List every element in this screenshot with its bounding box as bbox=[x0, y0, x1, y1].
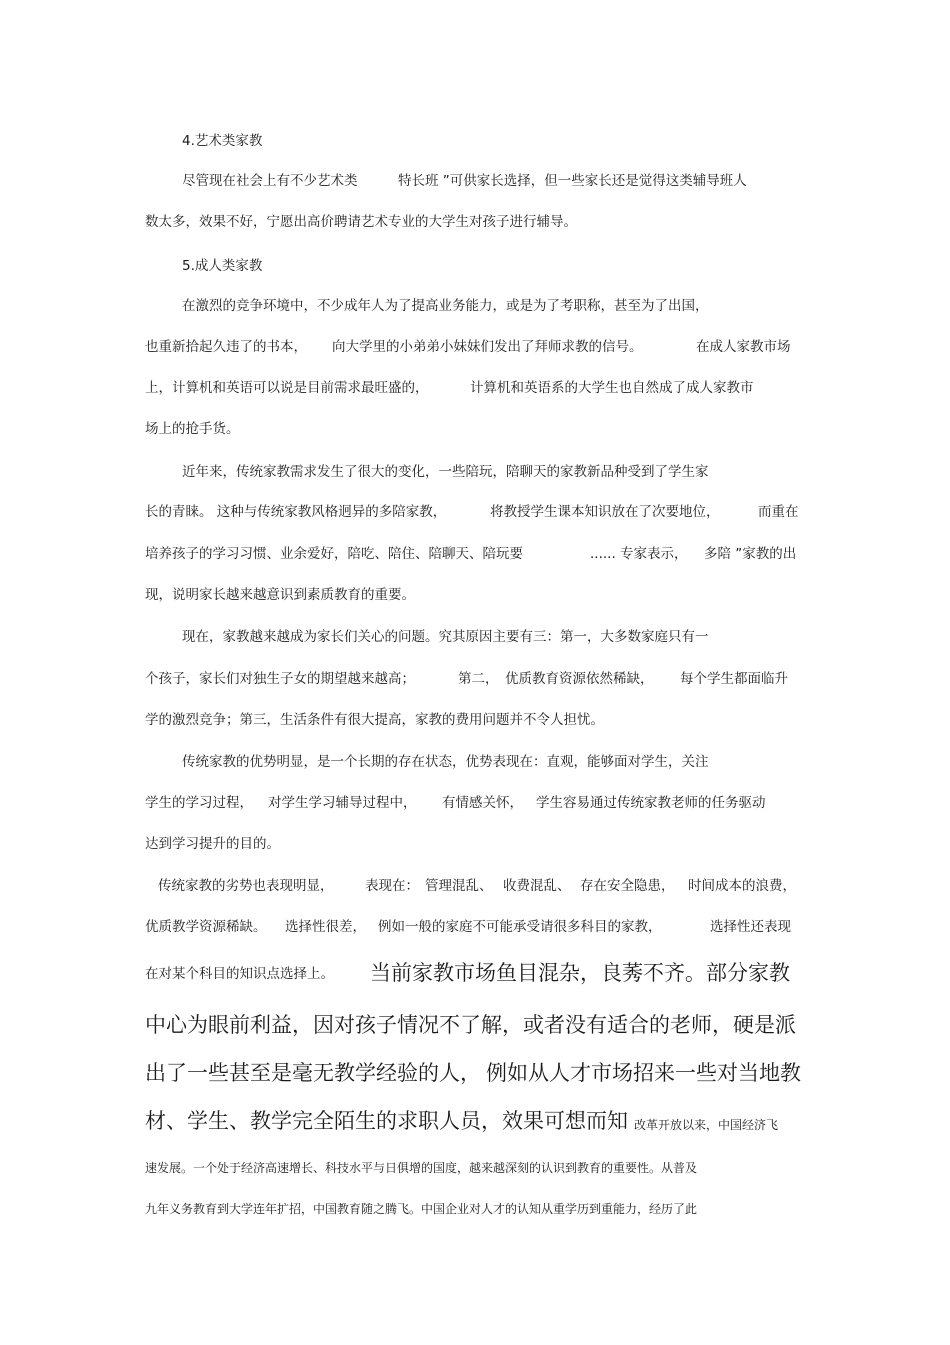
large-text-line: 中心为眼前利益，因对孩子情况不了解，或者没有适合的老师，硬是派 bbox=[145, 1013, 796, 1037]
small-text-line: 改革开放以来，中国经济飞 bbox=[634, 1118, 779, 1132]
small-text-line: 九年义务教育到大学连年扩招，中国教育随之腾飞。中国企业对人才的认知从重学历到重能力，经历了此 bbox=[145, 1202, 698, 1216]
paragraph-line: 学的激烈竞争；第三，生活条件有很大提高，家教的费用问题并不令人担忧。 bbox=[145, 712, 604, 728]
paragraph-line: 多陪 ”家教的出 bbox=[704, 546, 797, 562]
paragraph-line: 现在，家教越来越成为家长们关心的问题。究其原因主要有三：第一，大多数家庭只有一 bbox=[182, 629, 709, 645]
paragraph-line: 对学生学习辅导过程中， bbox=[268, 795, 417, 811]
paragraph-line: 将教授学生课本知识放在了次要地位， bbox=[490, 504, 720, 520]
large-text-line: 例如从人才市场招来一些对当地教 bbox=[486, 1061, 801, 1085]
paragraph-line: 传统家教的优势明显，是一个长期的存在状态，优势表现在：直观，能够面对学生，关注 bbox=[182, 754, 709, 770]
paragraph-line: 在对某个科目的知识点选择上。 bbox=[145, 966, 334, 982]
paragraph-line: 第二， bbox=[458, 671, 499, 687]
paragraph-line: 表现在： bbox=[365, 878, 419, 894]
paragraph-line: 传统家教的劣势也表现明显， bbox=[158, 878, 334, 894]
paragraph-line: 在激烈的竞争环境中，不少成年人为了提高业务能力，或是为了考职称，甚至为了出国， bbox=[182, 298, 709, 314]
paragraph-line: 例如一般的家庭不可能承受请很多科目的家教， bbox=[378, 919, 662, 935]
paragraph-line: 上，计算机和英语可以说是目前需求最旺盛的， bbox=[145, 380, 429, 396]
paragraph-line: 长的青睐。 这种与传统家教风格迥异的多陪家教， bbox=[145, 504, 447, 520]
paragraph-line: 培养孩子的学习习惯、业余爱好，陪吃、陪住、陪聊天、陪玩要 bbox=[145, 546, 523, 562]
paragraph-line: 选择性还表现 bbox=[710, 919, 791, 935]
paragraph-line: 数太多，效果不好，宁愿出高价聘请艺术专业的大学生对孩子进行辅导。 bbox=[145, 214, 577, 230]
paragraph-line: 学生的学习过程， bbox=[145, 795, 253, 811]
paragraph-line: 时间成本的浪费， bbox=[688, 878, 796, 894]
paragraph-line: 选择性很差， bbox=[285, 919, 366, 935]
paragraph-line: 优质教育资源依然稀缺， bbox=[505, 671, 654, 687]
paragraph-line: 现，说明家长越来越意识到素质教育的重要。 bbox=[145, 587, 415, 603]
paragraph-line: 收费混乱、 bbox=[503, 878, 571, 894]
paragraph-line: 特长班 ”可供家长选择，但一些家长还是觉得这类辅导班人 bbox=[398, 173, 747, 189]
paragraph-line: 学生容易通过传统家教老师的任务驱动 bbox=[536, 795, 766, 811]
paragraph-line: 尽管现在社会上有不少艺术类 bbox=[182, 173, 358, 189]
section-heading-art: 4.艺术类家教 bbox=[182, 133, 263, 149]
paragraph-line: 近年来，传统家教需求发生了很大的变化，一些陪玩，陪聊天的家教新品种受到了学生家 bbox=[182, 464, 709, 480]
large-text-line: 材、学生、教学完全陌生的求职人员，效果可想而知 bbox=[145, 1109, 628, 1133]
paragraph-line: 达到学习提升的目的。 bbox=[145, 836, 280, 852]
paragraph-line: 场上的抢手货。 bbox=[145, 421, 240, 437]
paragraph-line: 优质教学资源稀缺。 bbox=[145, 919, 267, 935]
paragraph-line: 个孩子，家长们对独生子女的期望越来越高； bbox=[145, 671, 415, 687]
section-heading-adult: 5.成人类家教 bbox=[182, 258, 263, 274]
paragraph-line: 管理混乱、 bbox=[425, 878, 493, 894]
paragraph-line: 向大学里的小弟弟小妹妹们发出了拜师求教的信号。 bbox=[332, 339, 643, 355]
paragraph-line: 每个学生都面临升 bbox=[680, 671, 788, 687]
paragraph-line: 在成人家教市场 bbox=[696, 339, 791, 355]
small-text-line: 速发展。一个处于经济高速增长、科技水平与日俱增的国度，越来越深刻的认识到教育的重要性。从普及 bbox=[145, 1161, 698, 1175]
paragraph-line: 存在安全隐患， bbox=[580, 878, 675, 894]
paragraph-line: 也重新拾起久违了的书本， bbox=[145, 339, 307, 355]
large-text-line: 当前家教市场鱼目混杂，良莠不齐。部分家教 bbox=[370, 961, 790, 985]
paragraph-line: 而重在 bbox=[758, 504, 799, 520]
paragraph-line: 有情感关怀， bbox=[442, 795, 523, 811]
large-text-line: 出了一些甚至是毫无教学经验的人， bbox=[145, 1061, 481, 1085]
paragraph-line: 计算机和英语系的大学生也自然成了成人家教市 bbox=[470, 380, 754, 396]
paragraph-line: ...... 专家表示， bbox=[590, 546, 688, 562]
